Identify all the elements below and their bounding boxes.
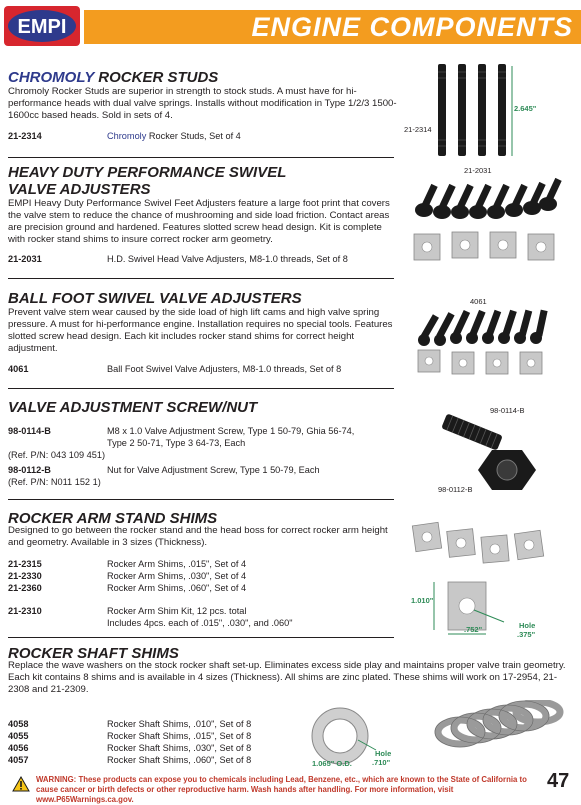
part-description [107,131,241,143]
part-description: Rocker Arm Shim Kit, 12 pcs. total [107,606,247,616]
part-number: 21-2310 [8,606,42,616]
part-number: 21-2315 [8,559,42,569]
image-label-screw: 98-0114-B [490,406,525,415]
dimension-hole-label: Hole [375,749,392,758]
part-description: Rocker Shaft Shims, .015", Set of 8 [107,731,252,741]
section-title-adjust-screw: VALVE ADJUSTMENT SCREW/NUT [8,399,258,416]
reference-number: (Ref. P/N: 043 109 451) [8,450,106,460]
part-description: Rocker Arm Shims, .015", Set of 4 [107,559,247,569]
part-description: Ball Foot Swivel Valve Adjusters, M8-1.0 threads, Set of 8 [107,364,342,374]
part-number: 4056 [8,743,29,753]
part-number: 4058 [8,719,29,729]
section-title-swivel-line1: HEAVY DUTY PERFORMANCE SWIVEL [8,164,287,181]
section-title-swivel-line2: VALVE ADJUSTERS [8,181,151,198]
swivel-adjusters-image [404,176,564,272]
part-description: Rocker Shaft Shims, .060", Set of 8 [107,755,252,765]
stand-shims-image [404,518,564,638]
title-rest: ROCKER STUDS [94,69,219,86]
part-description: M8 x 1.0 Valve Adjustment Screw, Type 1 50-79, Ghia 56-74, [107,426,355,436]
image-label: 4061 [470,297,487,306]
adjust-screw-image [432,410,542,496]
image-label: 21-2031 [464,166,492,175]
part-number: 4061 [8,364,29,374]
section-divider [8,637,394,638]
section-title-ball-foot: BALL FOOT SWIVEL VALVE ADJUSTERS [8,290,302,307]
desc-rest: Rocker Studs, Set of 4 [146,131,241,141]
dimension-label: 2.645" [514,104,537,113]
part-description: Rocker Shaft Shims, .030", Set of 8 [107,743,252,753]
section-divider [8,157,394,158]
empi-logo [4,6,80,46]
warning-icon [12,776,30,792]
image-label: 21-2314 [404,125,432,134]
rocker-studs-image [430,60,520,162]
section-divider [8,388,394,389]
part-description: Nut for Valve Adjustment Screw, Type 1 50-79, Each [107,465,320,475]
part-number: 21-2031 [8,254,42,264]
stand-shims-body: Designed to go between the rocker stand and the head boss for correct rocker arm height and geometry. Available in 3 sizes (Thickness). [8,525,388,548]
shaft-shims-body: Replace the wave washers on the stock rocker shaft set-up. Eliminates excess side play and maintains proper valve train geometry. Each kit contains 8 shims and is available in 4 sizes (Thickness). All shims are zinc plated. These shims will work on 17-2954, 21-2308 and 21-2309. [8,660,566,695]
logo-text: EMPI [17,16,67,38]
part-number: 98-0114-B [8,426,51,436]
part-description: Rocker Arm Shims, .060", Set of 4 [107,583,247,593]
section-divider [8,278,394,279]
ball-foot-image [412,306,562,380]
section-divider [8,499,394,500]
part-number: 4055 [8,731,29,741]
part-number: 4057 [8,755,29,765]
section-title-stand-shims: ROCKER ARM STAND SHIMS [8,510,218,527]
dimension-hole: .710" [372,758,391,767]
part-number: 21-2330 [8,571,42,581]
prop65-warning: WARNING: These products can expose you to chemicals including Lead, Benzene, etc., which are known to the State of California to cause cancer or birth defects or other reproductive harm. Wash hands after handling. For more information, visit www.P65Warnings.ca.gov. [36,775,527,804]
part-description: Type 2 50-71, Type 3 64-73, Each [107,438,246,448]
section-title-shaft-shims: ROCKER SHAFT SHIMS [8,645,179,662]
swivel-body: EMPI Heavy Duty Performance Swivel Feet Adjusters feature a large foot print that covers the valve stem to reduce the chance of mushrooming and side load friction. Contact areas are precision ground and hardened. Features slotted screw head design. Kit is complete with rocker stand shims to insure correct rocker arm geometry. [8,198,390,245]
part-description: Rocker Shaft Shims, .010", Set of 8 [107,719,252,729]
part-number: 21-2314 [8,131,42,141]
image-label-nut: 98-0112-B [438,485,473,494]
reference-number: (Ref. P/N: N011 152 1) [8,477,101,487]
page-number: 47 [547,770,570,792]
part-description: Includes 4pcs. each of .015", .030", and .060" [107,618,293,628]
dimension-hole: .375" [517,630,536,639]
section-title-rocker-studs [8,69,218,86]
rocker-studs-body: Chromoly Rocker Studs are superior in strength to stock studs. A must have for hi-performance heads with dual valve springs. Installs without modification in Type 1/2/3 1500-1600cc based heads. Sold in sets of 4. [8,86,397,121]
dimension-hole-label: Hole [519,621,536,630]
desc-accent: Chromoly [107,131,147,141]
part-description: Rocker Arm Shims, .030", Set of 4 [107,571,247,581]
dimension-width: .752" [464,625,483,634]
dimension-height: 1.010" [411,596,434,605]
part-number: 21-2360 [8,583,42,593]
part-description: H.D. Swivel Head Valve Adjusters, M8-1.0 threads, Set of 8 [107,254,348,264]
ball-foot-body: Prevent valve stem wear caused by the side load of high lift cams and high valve spring pressure. A must for hi-performance engine. Installation requires no special tools. Features slotted screw head design. Each kit includes rocker stand shims for correct height adjustment. [8,307,393,354]
dimension-od: 1.065" O.D. [312,759,352,768]
title-accent: CHROMOLY [8,69,95,86]
page-title: ENGINE COMPONENTS [251,12,573,42]
part-number: 98-0112-B [8,465,51,475]
